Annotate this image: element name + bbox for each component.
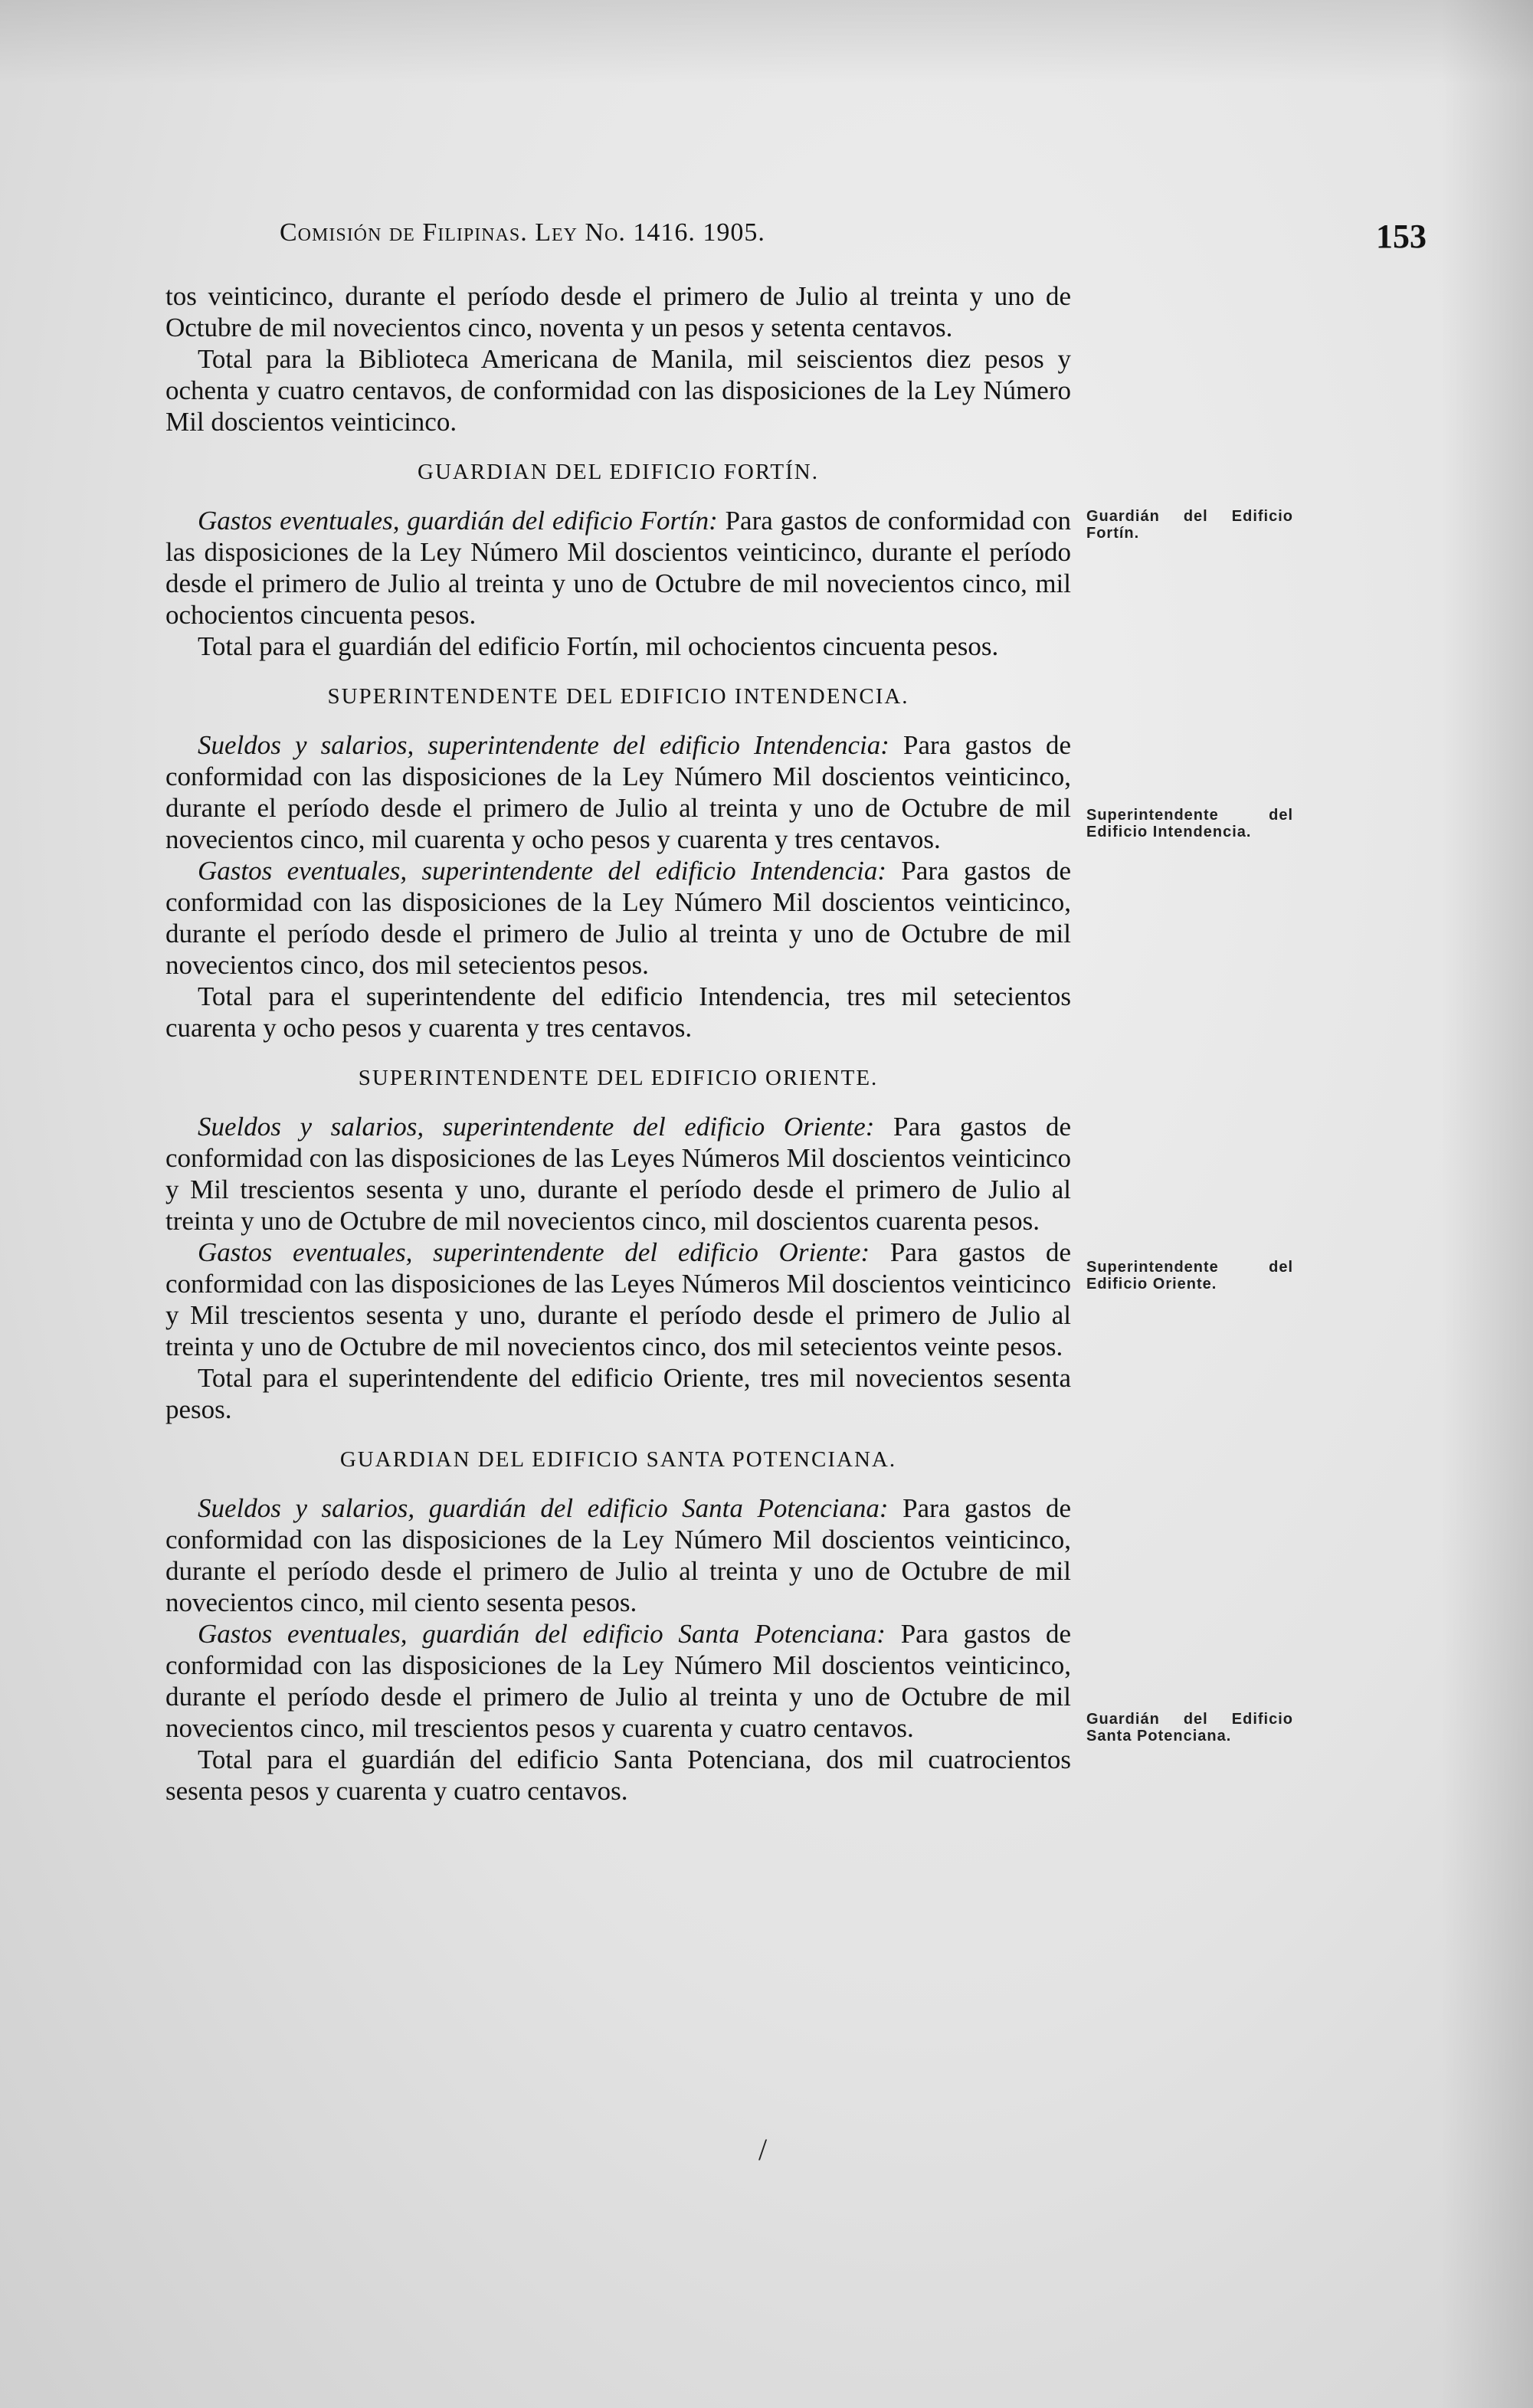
paragraph-gastos-fortin <box>165 505 1071 631</box>
ink-mark: / <box>758 2132 768 2167</box>
body-text <box>165 280 1071 1807</box>
paragraph-gastos-intendencia <box>165 855 1071 981</box>
paragraph-total-oriente: Total para el superintendente del edificio Oriente, tres mil novecientos sesenta pesos. <box>165 1363 1071 1424</box>
item-text: Para gastos de conformidad con las disposiciones de la Ley Número Mil doscientos veinticinco, durante el período desde el primero de Julio al treinta y uno de Octubre de mil novecientos cinco, mil ciento sesenta pesos. <box>165 1493 1071 1617</box>
paragraph-sueldos-santa-potenciana <box>165 1492 1071 1618</box>
item-text: Para gastos de conformidad con las disposiciones de las Leyes Números Mil doscientos veinticinco y Mil trescientos sesenta y uno, durante el período desde el primero de Julio al treinta y uno de Octubre de mil novecientos cinco, dos mil setecientos veinte pesos. <box>165 1237 1071 1361</box>
paragraph-total-fortin: Total para el guardián del edificio Fortín, mil ochocientos cincuenta pesos. <box>198 631 999 661</box>
item-text: Para gastos de conformidad con las disposiciones de la Ley Número Mil doscientos veinticinco, durante el período desde el primero de Julio al treinta y uno de Octubre de mil novecientos cinco, mil ochocientos cincuenta pesos. <box>165 506 1072 630</box>
item-text: Para gastos de conformidad con las disposiciones de la Ley Número Mil doscientos veinticinco, durante el período desde el primero de Julio al treinta y uno de Octubre de mil novecientos cinco, mil trescientos pesos y cuarenta y cuatro centavos. <box>165 1619 1072 1743</box>
margin-note-intendencia: Superintendente del Edificio Intendencia. <box>1086 807 1293 840</box>
section-heading-intendencia: SUPERINTENDENTE DEL EDIFICIO INTENDENCIA. <box>327 684 909 709</box>
paragraph-gastos-santa-potenciana <box>165 1618 1071 1744</box>
section-heading-fortin: GUARDIAN DEL EDIFICIO FORTÍN. <box>418 460 819 484</box>
paragraph-total-intendencia: Total para el superintendente del edificio Intendencia, tres mil setecientos cuarenta y ocho pesos y cuarenta y tres centavos. <box>165 981 1071 1043</box>
item-text: Para gastos de conformidad con las disposiciones de la Ley Número Mil doscientos veinticinco, durante el período desde el primero de Julio al treinta y uno de Octubre de mil novecientos cinco, mil cuarenta y ocho pesos y cuarenta y tres centavos. <box>165 730 1071 854</box>
item-lead: Gastos eventuales, guardián del edificio Fortín: <box>198 506 718 536</box>
paragraph-continuation: tos veinticinco, durante el período desde el primero de Julio al treinta y uno de Octubre de mil novecientos cinco, noventa y un pesos y setenta centavos. <box>165 281 1071 342</box>
paragraph-total-santa-potenciana: Total para el guardián del edificio Santa Potenciana, dos mil cuatrocientos sesenta pesos y cuarenta y cuatro centavos. <box>165 1745 1071 1806</box>
margin-note-fortin: Guardián del Edificio Fortín. <box>1086 508 1293 542</box>
paragraph-sueldos-oriente <box>165 1111 1071 1237</box>
item-text: Para gastos de conformidad con las disposiciones de las Leyes Números Mil doscientos veinticinco y Mil trescientos sesenta y uno, durante el período desde el primero de Julio al treinta y uno de Octubre de mil novecientos cinco, mil doscientos cuarenta pesos. <box>165 1112 1071 1236</box>
margin-note-santa-potenciana: Guardián del Edificio Santa Potenciana. <box>1086 1711 1293 1745</box>
paragraph-gastos-oriente <box>165 1237 1071 1362</box>
page-shadow-top <box>0 0 1533 84</box>
item-lead: Gastos eventuales, superintendente del edificio Oriente: <box>198 1237 870 1267</box>
item-lead: Gastos eventuales, guardián del edificio Santa Potenciana: <box>198 1619 886 1649</box>
page-number: 153 <box>1376 218 1427 255</box>
margin-note-oriente: Superintendente del Edificio Oriente. <box>1086 1259 1293 1292</box>
item-text: Para gastos de conformidad con las disposiciones de la Ley Número Mil doscientos veinticinco, durante el período desde el primero de Julio al treinta y uno de Octubre de mil novecientos cinco, dos mil setecientos pesos. <box>165 856 1071 980</box>
item-lead: Gastos eventuales, superintendente del edificio Intendencia: <box>198 856 886 886</box>
item-lead: Sueldos y salarios, superintendente del edificio Intendencia: <box>198 730 889 760</box>
item-lead: Sueldos y salarios, superintendente del edificio Oriente: <box>198 1112 875 1142</box>
page-shadow-right <box>1441 0 1533 2408</box>
paragraph-total-biblioteca: Total para la Biblioteca Americana de Manila, mil seiscientos diez pesos y ochenta y cuatro centavos, de conformidad con las disposiciones de la Ley Número Mil doscientos veinticinco. <box>165 344 1071 437</box>
item-lead: Sueldos y salarios, guardián del edificio Santa Potenciana: <box>198 1493 889 1523</box>
paragraph-sueldos-intendencia <box>165 729 1071 855</box>
section-heading-santa-potenciana: GUARDIAN DEL EDIFICIO SANTA POTENCIANA. <box>339 1447 897 1472</box>
running-head: Comisión de Filipinas. Ley No. 1416. 1905. <box>280 218 765 247</box>
section-heading-oriente: SUPERINTENDENTE DEL EDIFICIO ORIENTE. <box>358 1066 879 1090</box>
